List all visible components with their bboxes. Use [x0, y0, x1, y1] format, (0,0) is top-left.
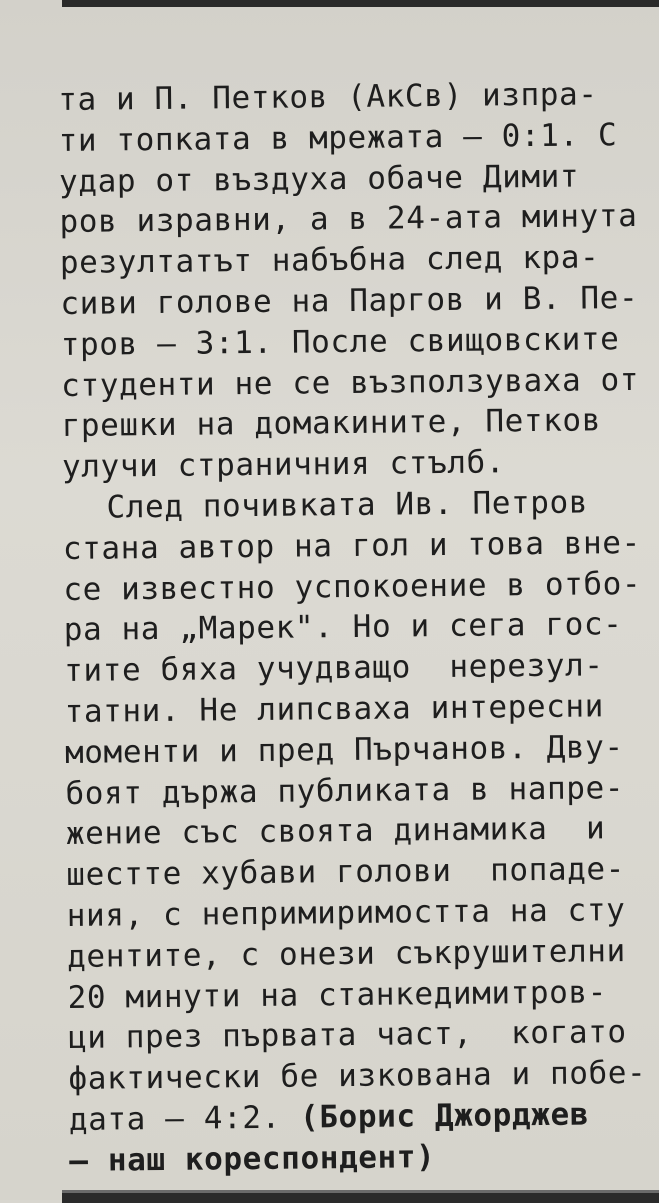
- paragraph-2: [62, 482, 647, 1181]
- byline-role: — наш кореспондент): [69, 1138, 436, 1179]
- text-line: татни. Не липсваха интересни: [64, 688, 605, 730]
- text-line: резултатът набъбна след кра-: [59, 239, 600, 282]
- text-line: дентите, с онези съкрушителни: [66, 932, 626, 975]
- article-column: [58, 74, 647, 1181]
- text-line: та и П. Петков (АкСв) изпра-: [58, 76, 598, 118]
- text-line: тите бяха учудващо нерезул-: [64, 647, 604, 690]
- text-line: жение със своята динамика и: [65, 810, 606, 853]
- text-line: моменти и пред Пърчанов. Дву-: [64, 728, 624, 771]
- text-line: шестте хубави голови попаде-: [66, 851, 626, 894]
- bottom-rule: [62, 1190, 659, 1203]
- text-line: улучи страничния стълб.: [61, 444, 506, 486]
- last-line-text: дата — 4:2.: [68, 1099, 301, 1138]
- text-line: студенти не се възползуваха от: [61, 361, 640, 404]
- text-line: се известно успокоение в отбо-: [63, 565, 642, 608]
- text-line: удар от въздуха обаче Димит: [58, 158, 580, 200]
- text-line: ров изравни, а в 24-ата минута: [59, 198, 638, 241]
- last-line: [69, 1094, 629, 1141]
- text-line: стана автор на гол и това вне-: [62, 524, 641, 567]
- text-line: ра на „Марек". Но и сега гос-: [63, 606, 623, 649]
- byline-author: (Борис Джорджев: [299, 1096, 590, 1136]
- text-line: След почивката Ив. Петров: [106, 484, 589, 526]
- text-line: ния, с непримиримостта на сту: [66, 892, 626, 934]
- text-line: грешки на домакините, Петков: [61, 402, 602, 445]
- text-line: тров — 3:1. После свищовските: [60, 320, 620, 363]
- text-line: ци през първата част, когато: [67, 1014, 627, 1057]
- text-line: 20 минути на станкедимитров-: [67, 973, 608, 1016]
- text-line: фактически бе изкована и побе-: [68, 1055, 647, 1098]
- text-line: боят държа публиката в напре-: [65, 769, 625, 812]
- text-line: ти топката в мрежата — 0:1. С: [58, 116, 618, 159]
- top-rule: [62, 0, 659, 7]
- text-line: сиви голове на Паргов и В. Пе-: [60, 279, 639, 322]
- paragraph-1: [58, 74, 640, 488]
